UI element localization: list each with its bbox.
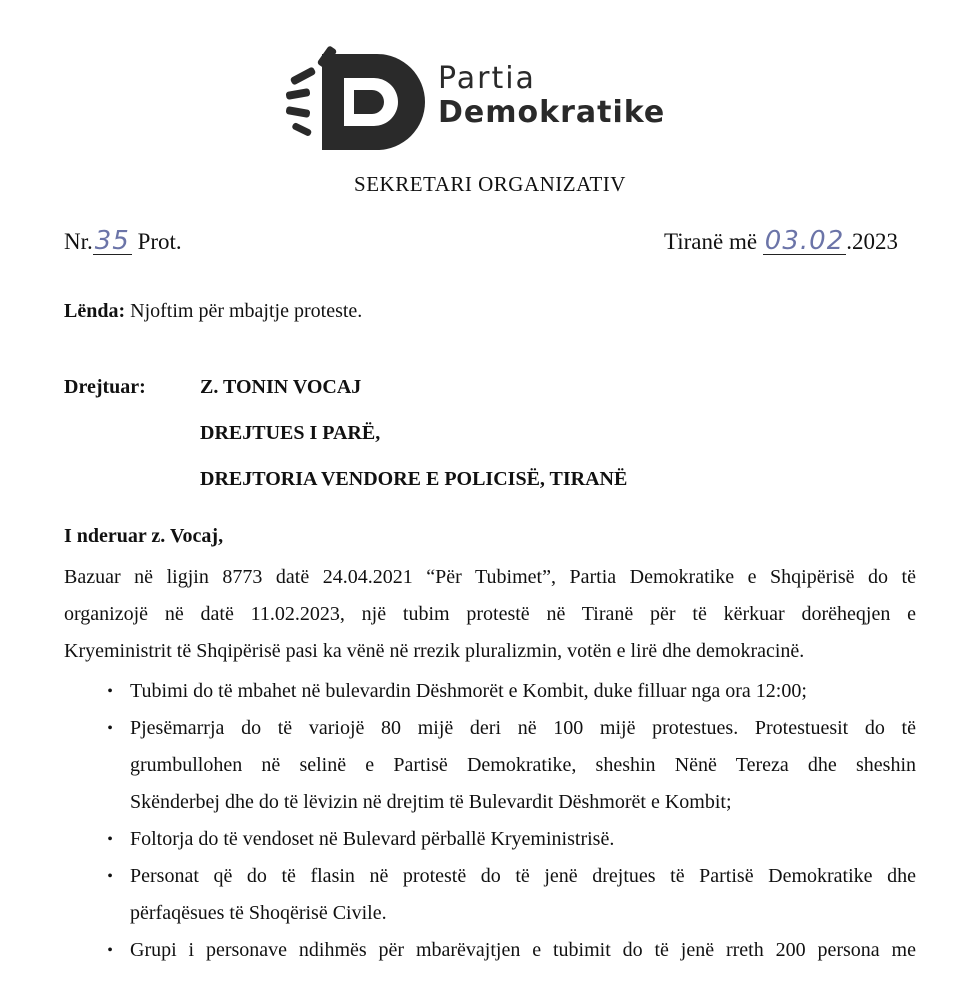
list-item-line: Personat që do të flasin në protestë do të jenë drejtues të Partisë Demokratike dhe	[130, 865, 916, 887]
logo-text-partia: Partia	[438, 61, 536, 96]
list-item-line: Grupi i personave ndihmës për mbarëvajtjen e tubimit do të jenë rreth 200 persona me	[130, 939, 916, 961]
list-item	[64, 932, 916, 969]
intro-line: organizojë në datë 11.02.2023, një tubim protestë në Tiranë për të kërkuar dorëheqjen e	[64, 603, 916, 625]
intro-line: Kryeministrit të Shqipërisë pasi ka vënë në rrezik pluralizmin, votën e lirë dhe demokracinë.	[64, 640, 805, 662]
protocol-suffix: Prot.	[137, 229, 182, 254]
bullet-icon: •	[107, 831, 113, 848]
list-item	[64, 821, 916, 858]
intro-line: Bazuar në ligjin 8773 datë 24.04.2021 “Për Tubimet”, Partia Demokratike e Shqipërisë do të	[64, 566, 916, 588]
bullet-icon: •	[107, 942, 113, 959]
list-item-line: Pjesëmarrja do të variojë 80 mijë deri në 100 mijë protestues. Protestuesit do të	[130, 717, 916, 739]
list-item-line: Tubimi do të mbahet në bulevardin Dëshmorët e Kombit, duke filluar nga ora 12:00;	[130, 680, 807, 702]
party-logo-mark-icon	[282, 42, 432, 152]
protocol-prefix: Nr.	[64, 229, 93, 254]
list-item	[64, 710, 916, 821]
bullet-icon: •	[107, 683, 113, 700]
date-month-handwritten: 02	[809, 226, 845, 256]
addressee-label: Drejtuar:	[64, 376, 146, 398]
list-item-line: përfaqësues të Shoqërisë Civile.	[130, 902, 387, 924]
list-item-line: Skënderbej dhe do të lëvizin në drejtim të Bulevardit Dëshmorët e Kombit;	[130, 791, 732, 813]
addressee-institution: DREJTORIA VENDORE E POLICISË, TIRANË	[200, 468, 628, 490]
bullet-icon: •	[107, 720, 113, 737]
date-separator: .	[799, 226, 810, 256]
list-item	[64, 858, 916, 932]
protocol-number-handwritten: 35	[94, 226, 130, 256]
list-item-line: grumbullohen në selinë e Partisë Demokratike, sheshin Nënë Tereza dhe sheshin	[130, 754, 916, 776]
bullet-icon: •	[107, 868, 113, 885]
letter-date	[664, 226, 898, 256]
salutation: I nderuar z. Vocaj,	[64, 525, 224, 547]
date-year: .2023	[846, 229, 898, 254]
date-day-handwritten: 03	[764, 226, 800, 256]
list-item	[64, 673, 916, 710]
list-item-line: Foltorja do të vendoset në Bulevard përballë Kryeministrisë.	[130, 828, 615, 850]
subject-line	[64, 300, 362, 323]
protocol-number	[64, 226, 182, 256]
party-logo	[282, 42, 712, 152]
logo-text-demokratike: Demokratike	[438, 95, 666, 130]
addressee-title: DREJTUES I PARË,	[200, 422, 381, 444]
date-prefix: Tiranë më	[663, 229, 758, 254]
details-list	[64, 673, 916, 969]
subject-text: Njoftim për mbajtje proteste.	[125, 300, 363, 322]
intro-paragraph	[64, 559, 916, 670]
addressee-name: Z. TONIN VOCAJ	[200, 376, 362, 398]
office-title: SEKRETARI ORGANIZATIV	[354, 172, 626, 196]
subject-label: Lënda:	[64, 300, 126, 322]
